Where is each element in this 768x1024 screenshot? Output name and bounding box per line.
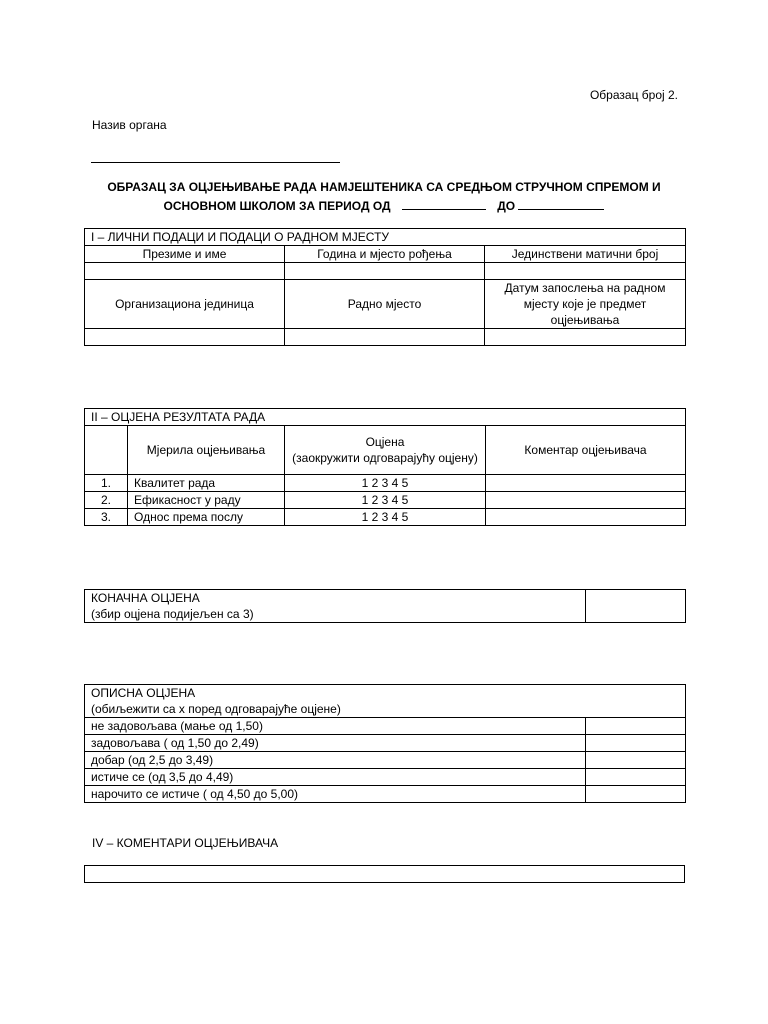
final-grade-field[interactable] — [586, 590, 686, 623]
header-name: Презиме и име — [85, 246, 285, 263]
comment-field[interactable] — [486, 492, 686, 509]
grade-option-mark[interactable] — [586, 769, 686, 786]
grade-scale[interactable]: 1 2 3 4 5 — [285, 492, 486, 509]
grade-option-row — [85, 786, 686, 803]
grade-option-label: нарочито се истиче ( од 4,50 до 5,00) — [85, 786, 586, 803]
form-title-line1: ОБРАЗАЦ ЗА ОЦЈЕЊИВАЊЕ РАДА НАМЈЕШТЕНИКА СА СРЕДЊОМ СТРУЧНОМ СПРЕМОМ И — [107, 180, 661, 194]
row-number: 3. — [85, 509, 128, 526]
final-grade-title: КОНАЧНА ОЦЈЕНА — [91, 591, 200, 605]
section2-title: II – ОЦЈЕНА РЕЗУЛТАТА РАДА — [85, 409, 686, 426]
evaluator-comments-table — [84, 865, 685, 883]
header-org-unit: Организациона јединица — [85, 280, 285, 329]
grade-option-label: добар (од 2,5 до 3,49) — [85, 752, 586, 769]
grade-option-row — [85, 769, 686, 786]
row-number: 1. — [85, 475, 128, 492]
header-num — [85, 426, 128, 475]
evaluator-comments-field[interactable] — [85, 866, 685, 883]
descriptive-grade-table — [84, 684, 686, 803]
header-grade-hint: (заокружити одговарајућу оцјену) — [292, 451, 478, 465]
grade-option-label: истиче се (од 3,5 до 4,49) — [85, 769, 586, 786]
employment-date-field[interactable] — [485, 329, 686, 346]
header-comment: Коментар оцјењивача — [486, 426, 686, 475]
grade-option-mark[interactable] — [586, 752, 686, 769]
grade-option-mark[interactable] — [586, 786, 686, 803]
period-to-label: ДО — [497, 199, 516, 213]
descriptive-grade-header — [85, 685, 686, 718]
header-employment-date: Датум запослења на радном мјесту које је предмет оцјењивања — [485, 280, 686, 329]
criteria-row — [85, 492, 686, 509]
period-to-blank[interactable] — [518, 198, 604, 210]
header-position: Радно мјесто — [285, 280, 485, 329]
grade-scale[interactable]: 1 2 3 4 5 — [285, 475, 486, 492]
final-grade-subtitle: (збир оцјена подијељен са 3) — [91, 607, 254, 621]
criterion-label: Однос према послу — [128, 509, 285, 526]
criterion-label: Ефикасност у раду — [128, 492, 285, 509]
final-grade-label — [85, 590, 586, 623]
grade-option-label: задовољава ( од 1,50 до 2,49) — [85, 735, 586, 752]
form-title-line2 — [84, 197, 684, 216]
organ-name-label: Назив органа — [92, 118, 167, 132]
comment-field[interactable] — [486, 509, 686, 526]
final-grade-table — [84, 589, 686, 623]
grade-option-mark[interactable] — [586, 718, 686, 735]
criteria-row — [85, 475, 686, 492]
header-criteria: Мјерила оцјењивања — [128, 426, 285, 475]
birth-field[interactable] — [285, 263, 485, 280]
section4-title: IV – КОМЕНТАРИ ОЦЈЕЊИВАЧА — [92, 836, 279, 850]
grade-option-row — [85, 752, 686, 769]
form-number: Образац број 2. — [589, 88, 678, 102]
grade-option-row — [85, 735, 686, 752]
criterion-label: Квалитет рада — [128, 475, 285, 492]
period-from-blank[interactable] — [402, 198, 486, 210]
row-number: 2. — [85, 492, 128, 509]
id-number-field[interactable] — [485, 263, 686, 280]
form-title — [84, 178, 684, 216]
grade-scale[interactable]: 1 2 3 4 5 — [285, 509, 486, 526]
header-grade — [285, 426, 486, 475]
grade-option-mark[interactable] — [586, 735, 686, 752]
grade-option-row — [85, 718, 686, 735]
header-id-number: Јединствени матични број — [485, 246, 686, 263]
work-results-table — [84, 408, 686, 526]
name-field[interactable] — [85, 263, 285, 280]
position-field[interactable] — [285, 329, 485, 346]
personal-data-table — [84, 228, 686, 346]
period-from-label: ОСНОВНОМ ШКОЛОМ ЗА ПЕРИОД ОД — [163, 199, 391, 213]
comment-field[interactable] — [486, 475, 686, 492]
descriptive-grade-title: ОПИСНА ОЦЈЕНА — [91, 686, 196, 700]
header-birth: Година и мјесто рођења — [285, 246, 485, 263]
org-unit-field[interactable] — [85, 329, 285, 346]
criteria-row — [85, 509, 686, 526]
section1-title: I – ЛИЧНИ ПОДАЦИ И ПОДАЦИ О РАДНОМ МЈЕСТУ — [85, 229, 686, 246]
grade-option-label: не задовољава (мање од 1,50) — [85, 718, 586, 735]
header-grade-title: Оцјена — [365, 435, 405, 449]
organ-name-line[interactable] — [91, 162, 340, 163]
descriptive-grade-subtitle: (обиљежити са x поред одговарајуће оцјене) — [91, 702, 341, 716]
